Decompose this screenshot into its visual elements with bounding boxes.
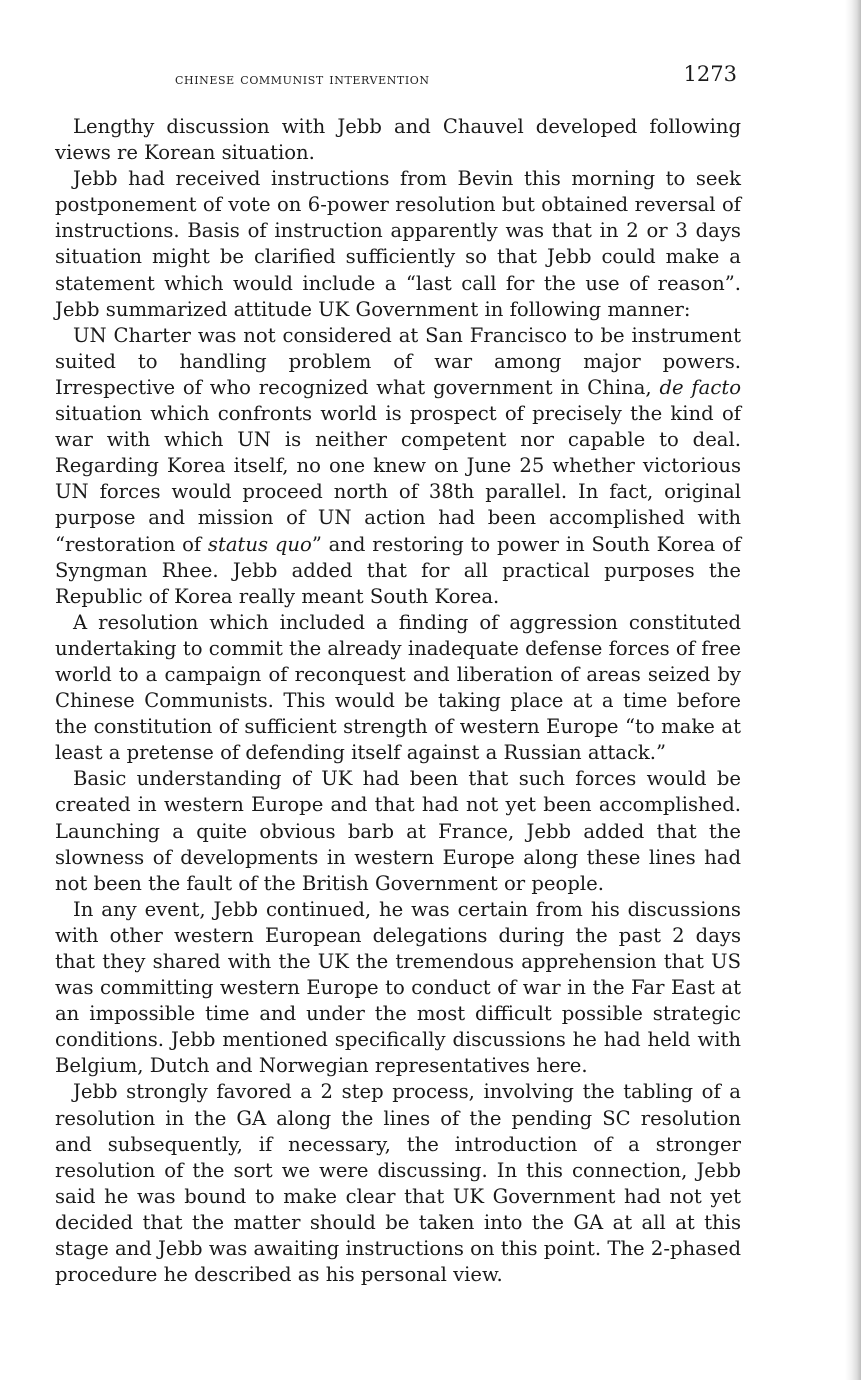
italic-status-quo: status quo (207, 532, 312, 556)
paragraph-3 (55, 323, 741, 610)
document-page (55, 62, 741, 1288)
paragraph-2: Jebb had received instructions from Bevin this morning to seek postponement of vote on 6-power resolution but obtained reversal of instructions. Basis of instruction apparently was that in 2 or 3 days situation might be clarified sufficiently so that Jebb could make a statement which would include a “last call for the use of reason”. Jebb summarized attitude UK Government in following manner: (55, 167, 741, 321)
page-number: 1273 (683, 62, 737, 86)
paragraph-5: Basic understanding of UK had been that such forces would be created in western Europe and that had not yet been accomplished. Launching a quite obvious barb at France, Jebb added that the slowness of developments in western Europe along these lines had not been the fault of the British Government or people. (55, 767, 741, 895)
body-text (55, 114, 741, 1288)
paragraph-3-part-2: situation which confronts world is prospect of precisely the kind of war with which UN is neither competent nor capable to deal. Regarding Korea itself, no one knew on June 25 whether victorious UN forces would proceed north of 38th parallel. In fact, original purpose and mission of UN action had been accomplished with “restoration of (55, 402, 741, 556)
italic-de-facto: de facto (659, 375, 741, 399)
paragraph-4: A resolution which included a finding of aggression constituted undertaking to commit the already inadequate defense forces of free world to a campaign of reconquest and liberation of areas seized by Chinese Communists. This would be taking place at a time before the constitution of sufficient strength of western Europe “to make at least a pretense of defending itself against a Russian attack.” (55, 610, 741, 765)
paragraph-7: Jebb strongly favored a 2 step process, involving the tabling of a resolution in the GA along the lines of the pending SC resolution and subsequently, if necessary, the introduction of a stronger resolution of the sort we were discussing. In this connection, Jebb said he was bound to make clear that UK Government had not yet decided that the matter should be taken into the GA at all at this stage and Jebb was awaiting instructions on this point. The 2-phased procedure he described as his personal view. (55, 1080, 741, 1287)
paragraph-3-part-3: ” and restoring to power in South Korea of Syngman Rhee. Jebb added that for all practical purposes the Republic of Korea really meant South Korea. (55, 532, 741, 608)
running-title: chinese communist intervention (175, 70, 430, 88)
paragraph-6: In any event, Jebb continued, he was certain from his discussions with other western European delegations during the past 2 days that they shared with the UK the tremendous apprehension that US was committing western Europe to conduct of war in the Far East at an impossible time and under the most difficult possible strategic conditions. Jebb mentioned specifically discussions he had held with Belgium, Dutch and Norwegian representatives here. (55, 897, 741, 1078)
paragraph-3-part-1: UN Charter was not considered at San Francisco to be instrument suited to handling problem of war among major powers. Irrespective of who recognized what government in China, (55, 323, 741, 399)
running-header (55, 62, 741, 96)
scan-page-edge (845, 0, 861, 1380)
paragraph-1: Lengthy discussion with Jebb and Chauvel developed following views re Korean situation. (55, 115, 741, 165)
